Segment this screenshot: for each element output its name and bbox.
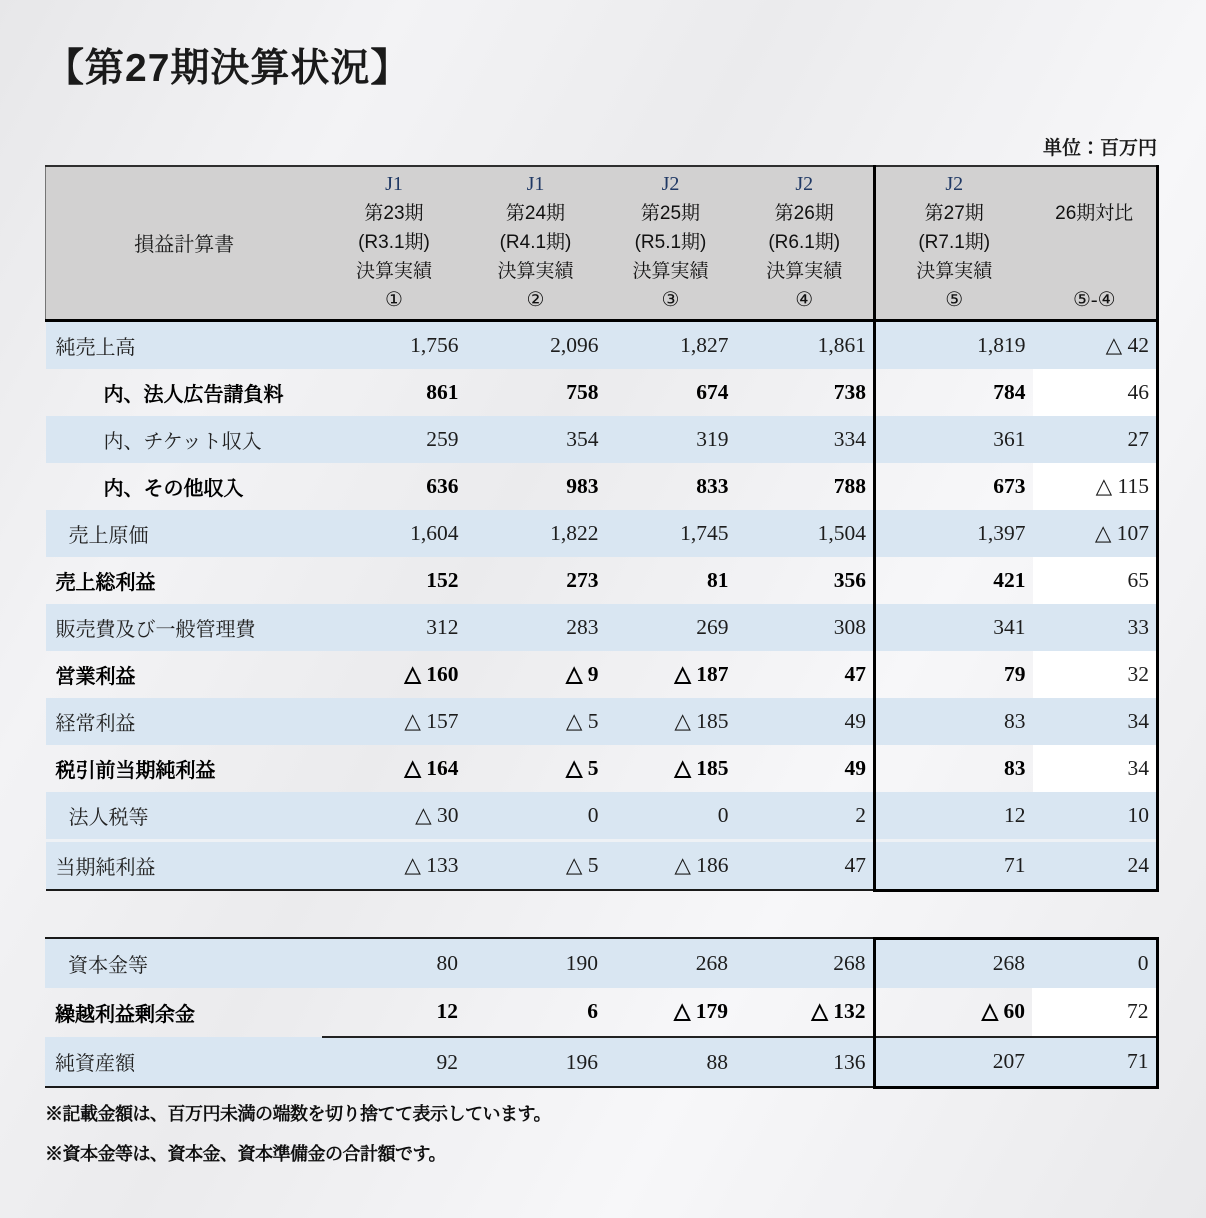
header-line-kind: 決算実績 [766,261,843,283]
row-label: 内、その他収入 [103,477,244,500]
period-column-header [606,166,736,321]
value-cell: 83 [875,698,1033,745]
row-label: 純売上高 [46,320,323,369]
table-row [46,463,1158,510]
value-cell: 283 [466,604,606,651]
header-line-kind [1033,257,1157,286]
header-line-mark: ③ [661,289,680,312]
value-cell: 152 [426,567,459,592]
value-cell: 65 [1033,557,1158,604]
table-row [46,651,1158,698]
unit-label: 単位：百万円 [1042,137,1157,159]
value-cell: △ 107 [1033,510,1158,557]
value-cell: △ 30 [323,792,466,841]
value-cell: △ 42 [1033,320,1158,369]
value-cell: 1,397 [875,510,1033,557]
period-column-header [323,166,466,321]
value-cell: △ 179 [673,999,728,1024]
value-cell: 136 [735,1037,874,1088]
statement-title-header: 損益計算書 [46,166,323,321]
value-cell: 268 [605,938,735,988]
value-cell: △ 157 [323,698,466,745]
value-cell: △ 186 [606,840,736,890]
value-cell: 24 [1033,840,1158,890]
value-cell: 1,604 [323,510,466,557]
header-line-mark: ② [526,289,545,312]
row-label: 経常利益 [46,698,323,745]
value-cell: 0 [606,792,736,841]
footnote-rounding: ※記載金額は、百万円未満の端数を切り捨てて表示しています。 [45,1103,552,1124]
table-row [46,320,1158,369]
value-cell: △ 185 [674,755,729,780]
value-cell: 674 [696,379,729,404]
value-cell: △ 187 [674,661,729,686]
table-row [45,938,1157,988]
value-cell: 269 [606,604,736,651]
header-line-period: 第26期 [774,203,834,225]
header-line-kind: 決算実績 [355,261,432,283]
header-line-era: (R7.1期) [918,232,991,254]
row-label: 売上総利益 [55,571,156,594]
row-label: 純資産額 [45,1037,322,1088]
capital-summary-table [45,937,1159,1089]
value-cell: 71 [1032,1037,1157,1088]
header-line-period: 第24期 [505,203,566,225]
value-cell: 1,756 [323,320,466,369]
row-label: 当期純利益 [46,840,323,890]
value-cell: △ 133 [323,840,466,890]
value-cell: 12 [436,999,458,1024]
header-line-period: 第23期 [364,203,424,225]
value-cell: 1,861 [736,320,875,369]
header-line-mark: ⑤ [945,289,964,312]
value-cell: 1,504 [736,510,875,557]
value-cell: 49 [844,755,866,780]
value-cell: 92 [322,1037,465,1088]
footnote-capital-definition: ※資本金等は、資本金、資本準備金の合計額です。 [45,1143,447,1164]
value-cell: △ 164 [404,755,459,780]
table-row [46,698,1158,745]
value-cell: △ 5 [466,840,606,890]
value-cell: 88 [605,1037,735,1088]
value-cell: 190 [465,938,605,988]
value-cell: 10 [1033,792,1158,841]
value-cell: 0 [1032,938,1157,988]
header-line-tier: J1 [526,173,545,196]
value-cell: 354 [466,416,606,463]
value-cell: 47 [736,840,875,890]
value-cell: △ 5 [466,698,606,745]
value-cell: 1,822 [466,510,606,557]
header-line-kind: 決算実績 [497,261,574,283]
value-cell: 32 [1033,651,1158,698]
value-cell: 12 [875,792,1033,841]
value-cell: 861 [426,379,459,404]
value-cell: 738 [833,379,866,404]
value-cell: 259 [323,416,466,463]
value-cell: △ 9 [565,661,599,686]
row-label: 営業利益 [55,665,136,688]
value-cell: 79 [875,651,1033,698]
value-cell: 2 [736,792,875,841]
value-cell: 33 [1033,604,1158,651]
income-statement-table [45,165,1159,892]
income-statement-header [46,166,1158,321]
value-cell: 46 [1033,369,1158,416]
header-line-tier [1033,170,1157,199]
value-cell: 47 [844,661,866,686]
header-line-era [1033,228,1157,257]
header-line-mark: ① [385,289,403,312]
row-label: 繰越利益剰余金 [55,1003,195,1026]
value-cell: 319 [606,416,736,463]
row-label: 資本金等 [45,938,322,988]
period-column-header [1033,166,1158,321]
row-label: 内、法人広告請負料 [103,383,284,406]
header-line-mark: ⑤-④ [1072,289,1116,312]
header-line-kind: 決算実績 [916,261,993,283]
value-cell: △ 132 [811,999,866,1024]
value-cell: 71 [875,840,1033,890]
table-row [46,604,1158,651]
value-cell: 788 [833,473,866,498]
value-cell: △ 60 [874,988,1032,1037]
value-cell: 341 [875,604,1033,651]
capital-summary-body [45,938,1157,1087]
header-line-mark: ④ [795,289,814,312]
value-cell: 983 [566,473,599,498]
row-label: 法人税等 [46,792,323,841]
header-line-era: (R3.1期) [358,232,430,254]
value-cell: 83 [875,745,1033,792]
header-line-era: (R4.1期) [499,232,572,254]
table-row [46,557,1158,604]
value-cell: 80 [322,938,465,988]
income-statement-body [46,320,1158,890]
value-cell: 636 [426,473,459,498]
value-cell: 1,827 [606,320,736,369]
header-line-tier: J2 [945,173,964,196]
value-cell: 0 [466,792,606,841]
period-column-header [736,166,875,321]
row-label: 販売費及び一般管理費 [46,604,323,651]
table-row [46,745,1158,792]
value-cell: 196 [465,1037,605,1088]
value-cell: 1,745 [606,510,736,557]
header-line-tier: J2 [795,173,814,196]
value-cell: 27 [1033,416,1158,463]
value-cell: 268 [874,938,1032,988]
value-cell: 784 [875,369,1033,416]
header-line-period: 第27期 [924,203,984,225]
period-column-header [875,166,1033,321]
header-line-period: 26期対比 [1055,203,1134,225]
value-cell: △ 5 [565,755,599,780]
value-cell: 72 [1032,988,1157,1037]
table-row [46,792,1158,841]
value-cell: 2,096 [466,320,606,369]
value-cell: 268 [735,938,874,988]
period-column-header [466,166,606,321]
table-row [45,988,1157,1037]
header-line-tier: J2 [661,173,680,196]
value-cell: 334 [736,416,875,463]
value-cell: 81 [707,567,729,592]
value-cell: 273 [566,567,599,592]
page-title: 【第27期決算状況】 [45,47,411,90]
value-cell: △ 115 [1033,463,1158,510]
header-line-era: (R6.1期) [768,232,841,254]
value-cell: 34 [1033,698,1158,745]
value-cell: 207 [874,1037,1032,1088]
value-cell: 308 [736,604,875,651]
header-line-period: 第25期 [640,203,701,225]
row-label: 売上原価 [46,510,323,557]
header-line-kind: 決算実績 [632,261,709,283]
financial-report-page [0,46,1206,1166]
table-row [45,1037,1157,1088]
value-cell: 758 [566,379,599,404]
header-line-tier: J1 [385,173,403,196]
table-row [46,416,1158,463]
value-cell: 673 [875,463,1033,510]
header-line-era: (R5.1期) [634,232,707,254]
table-row [46,369,1158,416]
value-cell: △ 160 [404,661,459,686]
table-row [46,510,1158,557]
value-cell: 312 [323,604,466,651]
value-cell: 1,819 [875,320,1033,369]
value-cell: 421 [875,557,1033,604]
value-cell: 361 [875,416,1033,463]
value-cell: 6 [587,999,598,1024]
row-label: 内、チケット収入 [46,416,323,463]
value-cell: 833 [696,473,729,498]
value-cell: 356 [833,567,866,592]
value-cell: △ 185 [606,698,736,745]
value-cell: 49 [736,698,875,745]
row-label: 税引前当期純利益 [55,759,216,782]
value-cell: 34 [1033,745,1158,792]
table-row [46,840,1158,890]
